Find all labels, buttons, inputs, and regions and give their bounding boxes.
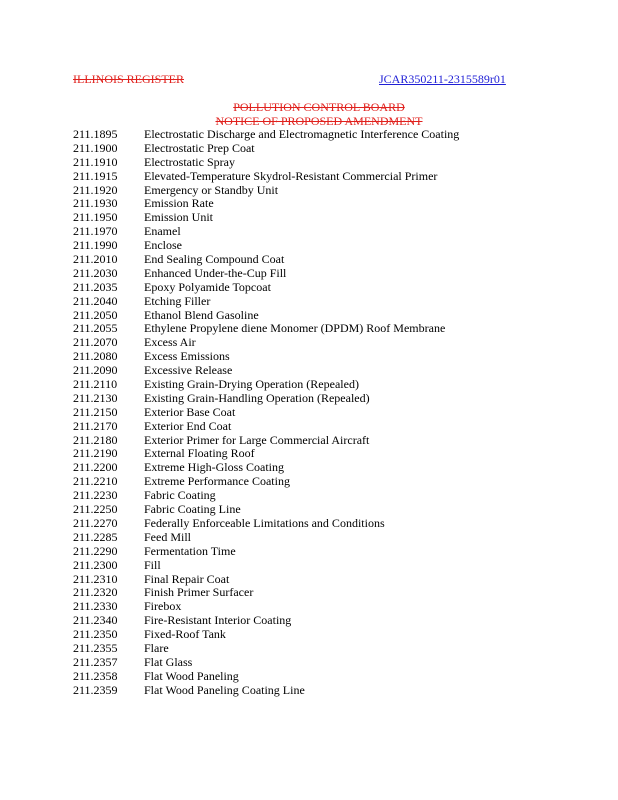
section-number: 211.1900 — [73, 140, 118, 155]
list-item — [73, 239, 459, 253]
list-item — [73, 267, 459, 281]
section-number: 211.2350 — [73, 627, 118, 642]
section-term: Flat Glass — [144, 654, 193, 669]
section-number: 211.1910 — [73, 154, 118, 169]
section-term: Enamel — [144, 224, 181, 239]
list-item — [73, 281, 459, 295]
list-item — [73, 573, 459, 587]
register-header: ILLINOIS REGISTER — [73, 72, 184, 86]
list-item — [73, 420, 459, 434]
section-number: 211.2355 — [73, 640, 118, 655]
section-term: Exterior Primer for Large Commercial Aircraft — [144, 432, 370, 447]
section-term: Elevated-Temperature Skydrol-Resistant Commercial Primer — [144, 168, 438, 183]
list-item — [73, 253, 459, 267]
section-list — [73, 128, 459, 698]
section-term: Finish Primer Surfacer — [144, 585, 254, 600]
notice-title: NOTICE OF PROPOSED AMENDMENT — [215, 113, 423, 128]
section-number: 211.2130 — [73, 390, 118, 405]
section-number: 211.1990 — [73, 238, 118, 253]
list-item — [73, 434, 459, 448]
section-term: Fermentation Time — [144, 543, 236, 558]
section-term: Federally Enforceable Limitations and Conditions — [144, 515, 385, 530]
section-term: Excess Emissions — [144, 349, 230, 364]
list-item — [73, 406, 459, 420]
list-item — [73, 170, 459, 184]
list-item — [73, 642, 459, 656]
list-item — [73, 656, 459, 670]
list-item — [73, 545, 459, 559]
list-item — [73, 670, 459, 684]
section-term: Excess Air — [144, 335, 196, 350]
section-number: 211.2330 — [73, 599, 118, 614]
list-item — [73, 156, 459, 170]
section-term: Enhanced Under-the-Cup Fill — [144, 265, 287, 280]
section-term: Flare — [144, 640, 169, 655]
list-item — [73, 628, 459, 642]
section-term: Existing Grain-Drying Operation (Repealed) — [144, 377, 359, 392]
agency-title: POLLUTION CONTROL BOARD — [233, 100, 405, 114]
section-number: 211.2035 — [73, 279, 118, 294]
section-number: 211.2230 — [73, 488, 118, 503]
section-term: Ethylene Propylene diene Monomer (DPDM) Roof Membrane — [144, 321, 446, 336]
list-item — [73, 225, 459, 239]
document-code-link[interactable]: JCAR350211-2315589r01 — [379, 72, 506, 86]
section-number: 211.2270 — [73, 515, 118, 530]
section-term: Ethanol Blend Gasoline — [144, 307, 259, 322]
list-item — [73, 336, 459, 350]
list-item — [73, 586, 459, 600]
list-item — [73, 461, 459, 475]
list-item — [73, 614, 459, 628]
section-number: 211.2010 — [73, 252, 118, 267]
section-number: 211.2320 — [73, 585, 118, 600]
section-number: 211.2310 — [73, 571, 118, 586]
section-number: 211.2359 — [73, 682, 118, 697]
section-number: 211.2070 — [73, 335, 118, 350]
list-item — [73, 197, 459, 211]
section-number: 211.2080 — [73, 349, 118, 364]
section-number: 211.1895 — [73, 127, 118, 141]
list-item — [73, 600, 459, 614]
section-number: 211.2055 — [73, 321, 118, 336]
section-term: Electrostatic Spray — [144, 154, 235, 169]
list-item — [73, 211, 459, 225]
section-term: Electrostatic Prep Coat — [144, 140, 255, 155]
list-item — [73, 503, 459, 517]
section-number: 211.2200 — [73, 460, 118, 475]
list-item — [73, 295, 459, 309]
section-term: Fire-Resistant Interior Coating — [144, 613, 292, 628]
section-number: 211.2030 — [73, 265, 118, 280]
section-term: Feed Mill — [144, 529, 191, 544]
section-term: Fill — [144, 557, 161, 572]
section-term: Emission Unit — [144, 210, 214, 225]
section-number: 211.2250 — [73, 502, 118, 517]
section-term: Extreme High-Gloss Coating — [144, 460, 284, 475]
list-item — [73, 559, 459, 573]
section-number: 211.2340 — [73, 613, 118, 628]
section-number: 211.2190 — [73, 446, 118, 461]
list-item — [73, 517, 459, 531]
section-number: 211.1915 — [73, 168, 118, 183]
section-term: Epoxy Polyamide Topcoat — [144, 279, 271, 294]
section-number: 211.1950 — [73, 210, 118, 225]
section-number: 211.2110 — [73, 377, 118, 392]
section-term: Fixed-Roof Tank — [144, 627, 226, 642]
section-term: Flat Wood Paneling Coating Line — [144, 682, 305, 697]
list-item — [73, 184, 459, 198]
section-term: Excessive Release — [144, 363, 233, 378]
section-term: Etching Filler — [144, 293, 211, 308]
section-term: Flat Wood Paneling — [144, 668, 239, 683]
list-item — [73, 447, 459, 461]
section-number: 211.2285 — [73, 529, 118, 544]
section-number: 211.1920 — [73, 182, 118, 197]
list-item — [73, 475, 459, 489]
list-item — [73, 531, 459, 545]
list-item — [73, 309, 459, 323]
section-number: 211.1970 — [73, 224, 118, 239]
section-term: Existing Grain-Handling Operation (Repealed) — [144, 390, 370, 405]
list-item — [73, 322, 459, 336]
section-number: 211.2357 — [73, 654, 118, 669]
section-term: End Sealing Compound Coat — [144, 252, 285, 267]
list-item — [73, 392, 459, 406]
list-item — [73, 350, 459, 364]
section-term: Enclose — [144, 238, 182, 253]
list-item — [73, 489, 459, 503]
section-term: Fabric Coating Line — [144, 502, 241, 517]
section-term: Emission Rate — [144, 196, 214, 211]
section-term: Fabric Coating — [144, 488, 216, 503]
section-number: 211.1930 — [73, 196, 118, 211]
section-number: 211.2050 — [73, 307, 118, 322]
section-term: Emergency or Standby Unit — [144, 182, 279, 197]
list-item — [73, 142, 459, 156]
section-number: 211.2290 — [73, 543, 118, 558]
section-term: Electrostatic Discharge and Electromagnetic Interference Coating — [144, 127, 460, 141]
list-item — [73, 128, 459, 142]
section-term: Extreme Performance Coating — [144, 474, 290, 489]
section-number: 211.2180 — [73, 432, 118, 447]
section-number: 211.2090 — [73, 363, 118, 378]
section-term: Firebox — [144, 599, 182, 614]
section-term: Exterior End Coat — [144, 418, 232, 433]
section-number: 211.2170 — [73, 418, 118, 433]
section-number: 211.2358 — [73, 668, 118, 683]
section-number: 211.2040 — [73, 293, 118, 308]
section-number: 211.2300 — [73, 557, 118, 572]
section-number: 211.2210 — [73, 474, 118, 489]
section-term: Exterior Base Coat — [144, 404, 236, 419]
section-number: 211.2150 — [73, 404, 118, 419]
section-term: External Floating Roof — [144, 446, 255, 461]
list-item — [73, 378, 459, 392]
list-item — [73, 364, 459, 378]
section-term: Final Repair Coat — [144, 571, 230, 586]
list-item — [73, 684, 459, 698]
